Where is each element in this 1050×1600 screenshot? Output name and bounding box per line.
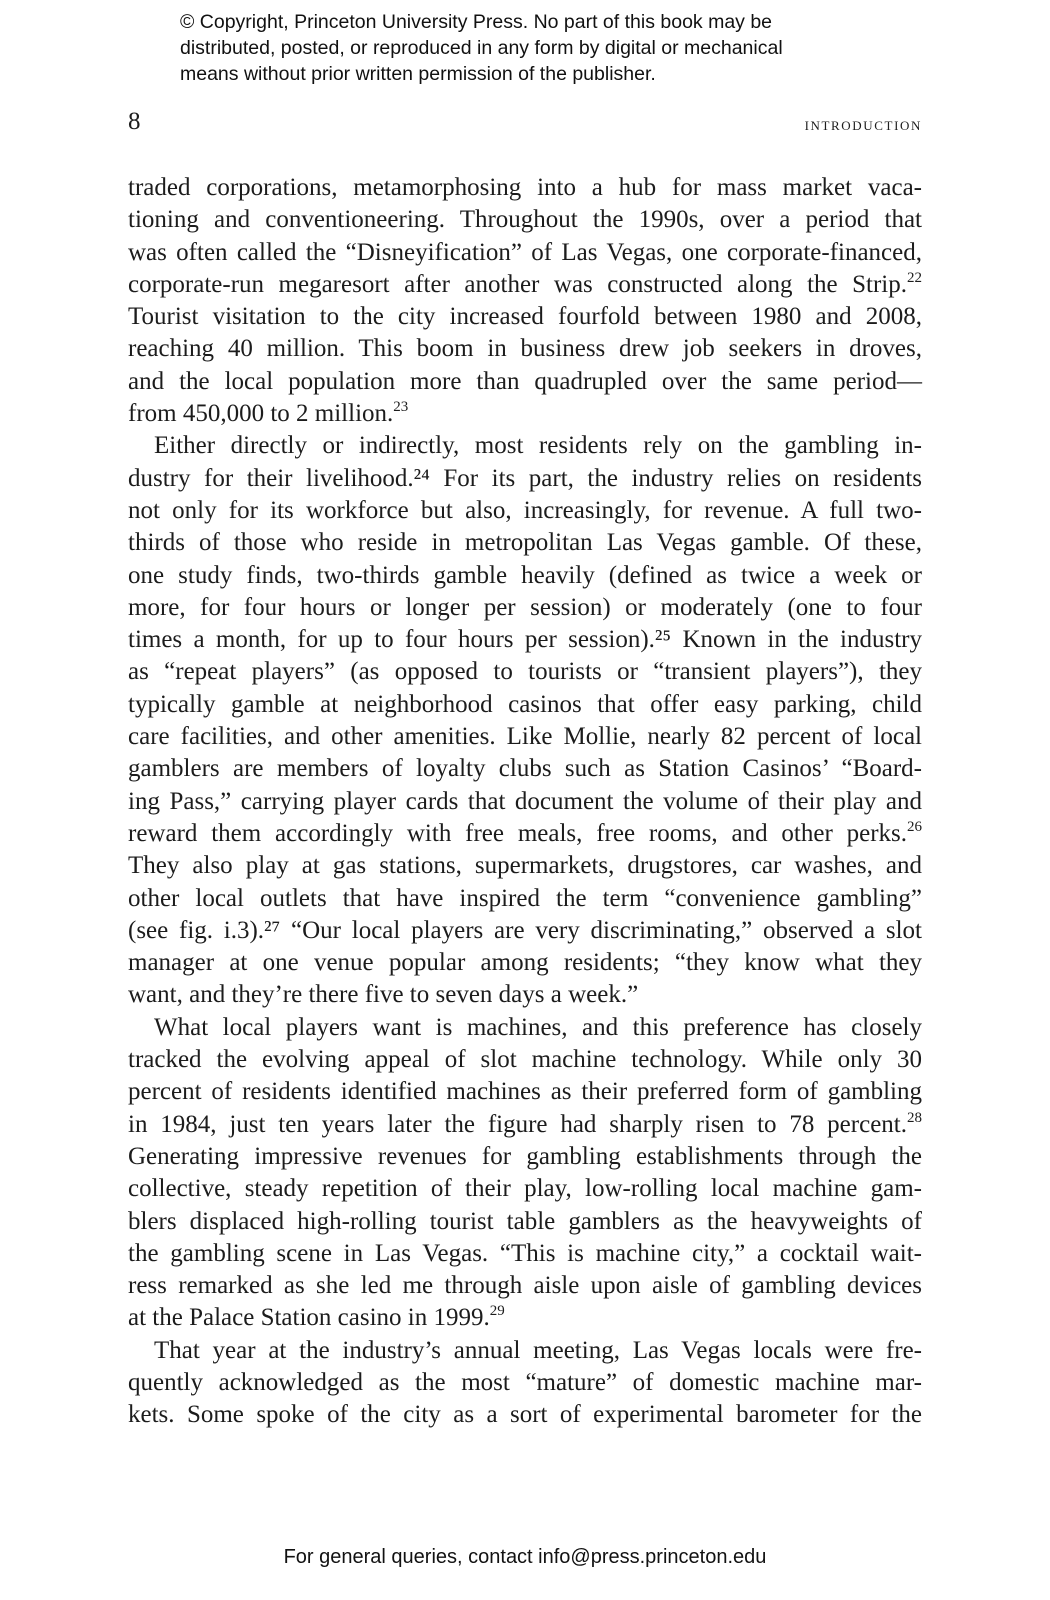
text-line (128, 1141, 922, 1173)
line-text: not only for its workforce but also, increasingly, for revenue. A full two- (128, 496, 922, 524)
line-text: from 450,000 to 2 million. (128, 400, 394, 428)
text-line (128, 753, 922, 785)
text-line (128, 947, 922, 979)
footnote-marker: 28 (907, 1109, 922, 1126)
text-line (128, 560, 922, 592)
text-line (128, 979, 922, 1011)
text-line (128, 333, 922, 365)
text-line (128, 1044, 922, 1076)
line-text: quently acknowledged as the most “mature” of domestic machine mar- (128, 1368, 922, 1396)
line-text: as “repeat players” (as opposed to tourists or “transient players”), they (128, 658, 922, 686)
text-line (128, 269, 922, 301)
footer-contact: For general queries, contact info@press.princeton.edu (283, 1546, 767, 1568)
line-text: reward them accordingly with free meals, free rooms, and other perks. (128, 819, 907, 847)
line-text: other local outlets that have inspired the term “convenience gambling” (128, 884, 922, 912)
section-title: introduction (804, 114, 922, 134)
text-line (128, 883, 922, 915)
copyright-notice (180, 9, 880, 87)
line-text: traded corporations, metamorphosing into a hub for mass market vaca- (128, 174, 922, 201)
copyright-line: means without prior written permission of the publisher. (180, 63, 656, 85)
line-text: Tourist visitation to the city increased fourfold between 1980 and 2008, (128, 303, 922, 331)
footnote-marker: 29 (489, 1303, 505, 1320)
text-line (128, 1367, 922, 1399)
text-line (128, 237, 922, 269)
text-line (128, 850, 922, 882)
line-text: want, and they’re there five to seven days a week.” (128, 981, 639, 1009)
line-text: manager at one venue popular among residents; “they know what they (128, 949, 922, 977)
line-text: corporate-run megaresort after another was constructed along the Strip. (128, 270, 907, 298)
line-text: in 1984, just ten years later the figure had sharply risen to 78 percent. (128, 1110, 907, 1138)
line-text: thirds of those who reside in metropolitan Las Vegas gamble. Of these, (128, 529, 922, 557)
text-line (128, 1335, 922, 1367)
line-text: What local players want is machines, and this preference has closely (154, 1013, 922, 1041)
text-line (128, 1270, 922, 1302)
line-text: Either directly or indirectly, most residents rely on the gambling in- (154, 432, 922, 460)
footnote-marker: 22 (907, 269, 922, 286)
text-line (128, 430, 922, 462)
text-line (128, 689, 922, 721)
text-line (128, 495, 922, 527)
text-line (128, 656, 922, 688)
page-number: 8 (128, 108, 141, 135)
line-text: more, for four hours or longer per session) or moderately (one to four (128, 593, 922, 621)
text-line (128, 1238, 922, 1270)
line-text: gamblers are members of loyalty clubs such as Station Casinos’ “Board- (128, 755, 922, 783)
copyright-line: © Copyright, Princeton University Press. No part of this book may be (180, 11, 773, 33)
text-line (128, 1076, 922, 1108)
text-line (128, 398, 922, 430)
text-line (128, 818, 922, 850)
text-line (128, 527, 922, 559)
text-line (128, 204, 922, 236)
line-text: kets. Some spoke of the city as a sort of experimental barometer for the (128, 1401, 922, 1429)
footnote-marker: 26 (907, 818, 922, 835)
text-line (128, 172, 922, 204)
running-head (128, 108, 922, 138)
line-text: tioning and conventioneering. Throughout the 1990s, over a period that (128, 206, 922, 234)
text-line (128, 463, 922, 495)
body-text (128, 172, 922, 1432)
text-line (128, 1109, 922, 1141)
line-text: collective, steady repetition of their play, low-rolling local machine gam- (128, 1175, 922, 1203)
text-line (128, 624, 922, 656)
text-line (128, 915, 922, 947)
text-line (128, 1302, 922, 1334)
line-text: dustry for their livelihood.²⁴ For its part, the industry relies on residents (128, 464, 922, 492)
footnote-marker: 23 (393, 399, 409, 416)
line-text: (see fig. i.3).²⁷ “Our local players are very discriminating,” observed a slot (128, 916, 922, 944)
line-text: blers displaced high-rolling tourist table gamblers as the heavyweights of (128, 1207, 922, 1235)
line-text: ing Pass,” carrying player cards that document the volume of their play and (128, 787, 922, 815)
line-text: tracked the evolving appeal of slot machine technology. While only 30 (128, 1046, 922, 1074)
line-text: Generating impressive revenues for gambling establishments through the (128, 1142, 922, 1170)
line-text: was often called the “Disneyification” of Las Vegas, one corporate-financed, (128, 238, 922, 266)
text-line (128, 721, 922, 753)
line-text: That year at the industry’s annual meeting, Las Vegas locals were fre- (154, 1336, 922, 1364)
copyright-line: distributed, posted, or reproduced in any form by digital or mechanical (180, 37, 783, 59)
line-text: reaching 40 million. This boom in business drew job seekers in droves, (128, 335, 922, 363)
line-text: the gambling scene in Las Vegas. “This is machine city,” a cocktail wait- (128, 1239, 922, 1267)
text-line (128, 1012, 922, 1044)
line-text: typically gamble at neighborhood casinos that offer easy parking, child (128, 690, 922, 718)
line-text: ress remarked as she led me through aisle upon aisle of gambling devices (128, 1272, 922, 1300)
text-line (128, 366, 922, 398)
text-line (128, 1399, 922, 1431)
line-text: care facilities, and other amenities. Like Mollie, nearly 82 percent of local (128, 723, 922, 751)
line-text: times a month, for up to four hours per session).²⁵ Known in the industry (128, 626, 922, 654)
line-text: They also play at gas stations, supermarkets, drugstores, car washes, and (128, 852, 922, 880)
line-text: and the local population more than quadrupled over the same period— (128, 367, 922, 395)
text-line (128, 592, 922, 624)
text-line (128, 786, 922, 818)
line-text: one study finds, two-thirds gamble heavily (defined as twice a week or (128, 561, 922, 589)
line-text: percent of residents identified machines as their preferred form of gambling (128, 1078, 922, 1106)
line-text: at the Palace Station casino in 1999. (128, 1304, 490, 1332)
text-line (128, 1206, 922, 1238)
text-line (128, 1173, 922, 1205)
text-line (128, 301, 922, 333)
